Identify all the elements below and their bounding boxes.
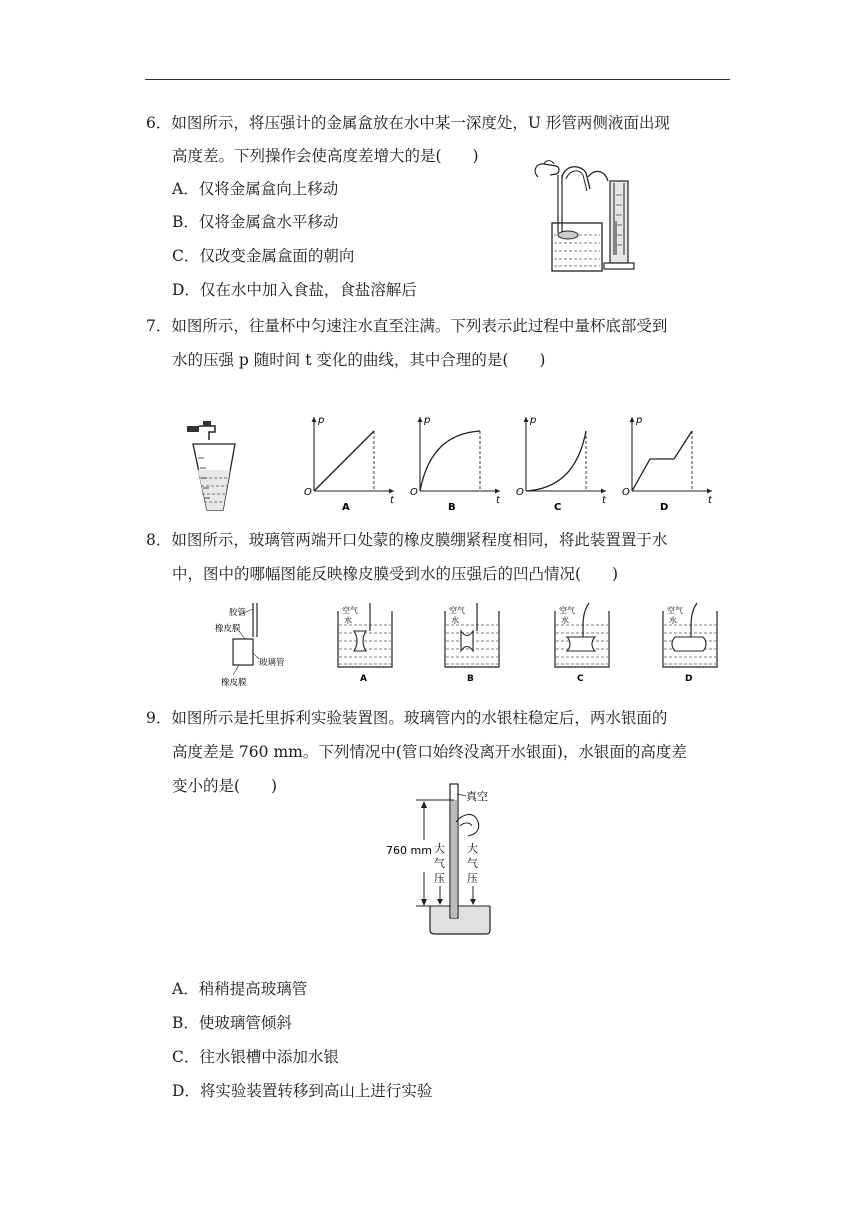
- q8-choice-a-water: 水: [344, 616, 352, 625]
- q9-atm-left-3: 压: [434, 872, 445, 885]
- q8-choice-c: [553, 603, 613, 685]
- q9-height-label: 760 mm: [386, 844, 432, 857]
- q9-vacuum-label: 真空: [466, 790, 488, 803]
- top-rule: [145, 79, 730, 80]
- q7-graph-d-label: D: [660, 502, 669, 513]
- q8-choice-b-label: B: [467, 674, 474, 684]
- q9-option-b: B．使玻璃管倾斜: [172, 1014, 292, 1032]
- q8-label-glass-tube: 玻璃管: [259, 658, 285, 668]
- q8-label-membrane-top: 橡皮膜: [215, 624, 241, 634]
- q8-line2: 中，图中的哪幅图能反映橡皮膜受到水的压强后的凹凸情况( ): [172, 565, 619, 583]
- q8-choice-b: [443, 603, 503, 685]
- q7-line2: 水的压强 p 随时间 t 变化的曲线，其中合理的是( ): [172, 351, 546, 369]
- q7-graph-a-origin: O: [304, 487, 312, 498]
- q7-graph-c: [512, 413, 612, 513]
- q7-graph-b-origin: O: [410, 487, 418, 498]
- q8-choice-a-label: A: [360, 674, 367, 684]
- q9-option-a: A．稍稍提高玻璃管: [172, 980, 308, 998]
- q9-line3: 变小的是( ): [172, 777, 278, 795]
- q7-graph-a-axis-p: p: [318, 415, 325, 426]
- q8-choice-b-water: 水: [451, 616, 459, 625]
- q7-graph-b: [406, 413, 506, 513]
- q9-atm-right-1: 大: [467, 842, 478, 855]
- q8-choice-b-air: 空气: [449, 606, 465, 615]
- q9-atm-right-2: 气: [467, 857, 478, 870]
- q8-choice-d-label: D: [685, 674, 693, 684]
- q7-graph-c-origin: O: [516, 487, 524, 498]
- q7-graph-b-label: B: [448, 502, 456, 513]
- q6-line1: 6．如图所示，将压强计的金属盒放在水中某一深度处，U 形管两侧液面出现: [146, 114, 670, 132]
- q8-choice-c-air: 空气: [559, 606, 575, 615]
- q8-choice-a: [336, 603, 396, 685]
- q6-option-d: D．仅在水中加入食盐，食盐溶解后: [172, 281, 417, 299]
- q8-choice-d: [661, 603, 721, 685]
- q7-graph-c-label: C: [554, 502, 562, 513]
- q8-label-membrane-bottom: 橡皮膜: [221, 678, 247, 688]
- q9-torricelli-figure: [384, 778, 499, 938]
- q8-line1: 8．如图所示，玻璃管两端开口处蒙的橡皮膜绷紧程度相同，将此装置置于水: [146, 531, 668, 549]
- q8-label-hose: 胶管: [229, 608, 247, 618]
- q8-choice-d-air: 空气: [667, 606, 683, 615]
- q7-graph-c-axis-t: t: [602, 495, 606, 506]
- q7-graph-a-axis-t: t: [390, 495, 394, 506]
- q8-choice-d-water: 水: [669, 616, 677, 625]
- q7-graph-d: [618, 413, 718, 513]
- q8-choice-c-water: 水: [561, 616, 569, 625]
- q7-graph-d-axis-t: t: [708, 495, 712, 506]
- q7-measuring-cup-figure: [185, 418, 245, 513]
- q9-option-d: D．将实验装置转移到高山上进行实验: [172, 1082, 433, 1100]
- q7-graph-d-origin: O: [622, 487, 630, 498]
- q6-option-c: C．仅改变金属盒面的朝向: [172, 247, 355, 265]
- q7-graph-a: [300, 413, 400, 513]
- q6-pressure-gauge-figure: [530, 155, 645, 275]
- q8-choice-a-air: 空气: [342, 606, 358, 615]
- q7-graph-c-axis-p: p: [530, 415, 537, 426]
- q9-atm-left-2: 气: [434, 857, 445, 870]
- q6-option-b: B．仅将金属盒水平移动: [172, 213, 339, 231]
- q6-line2: 高度差。下列操作会使高度差增大的是( ): [172, 147, 479, 165]
- q7-line1: 7．如图所示，往量杯中匀速注水直至注满。下列表示此过程中量杯底部受到: [146, 317, 668, 335]
- q8-apparatus-figure: [215, 603, 295, 688]
- q7-graph-a-label: A: [342, 502, 350, 513]
- q7-graph-b-axis-p: p: [424, 415, 431, 426]
- q8-choice-c-label: C: [577, 674, 584, 684]
- q7-graph-d-axis-p: p: [636, 415, 643, 426]
- q9-option-c: C．往水银槽中添加水银: [172, 1048, 339, 1066]
- q9-line2: 高度差是 760 mm。下列情况中(管口始终没离开水银面)，水银面的高度差: [172, 743, 687, 761]
- q9-atm-right-3: 压: [467, 872, 478, 885]
- q6-option-a: A．仅将金属盒向上移动: [172, 180, 339, 198]
- q9-line1: 9．如图所示是托里拆利实验装置图。玻璃管内的水银柱稳定后，两水银面的: [146, 709, 668, 727]
- q7-graph-b-axis-t: t: [496, 495, 500, 506]
- q9-atm-left-1: 大: [434, 842, 445, 855]
